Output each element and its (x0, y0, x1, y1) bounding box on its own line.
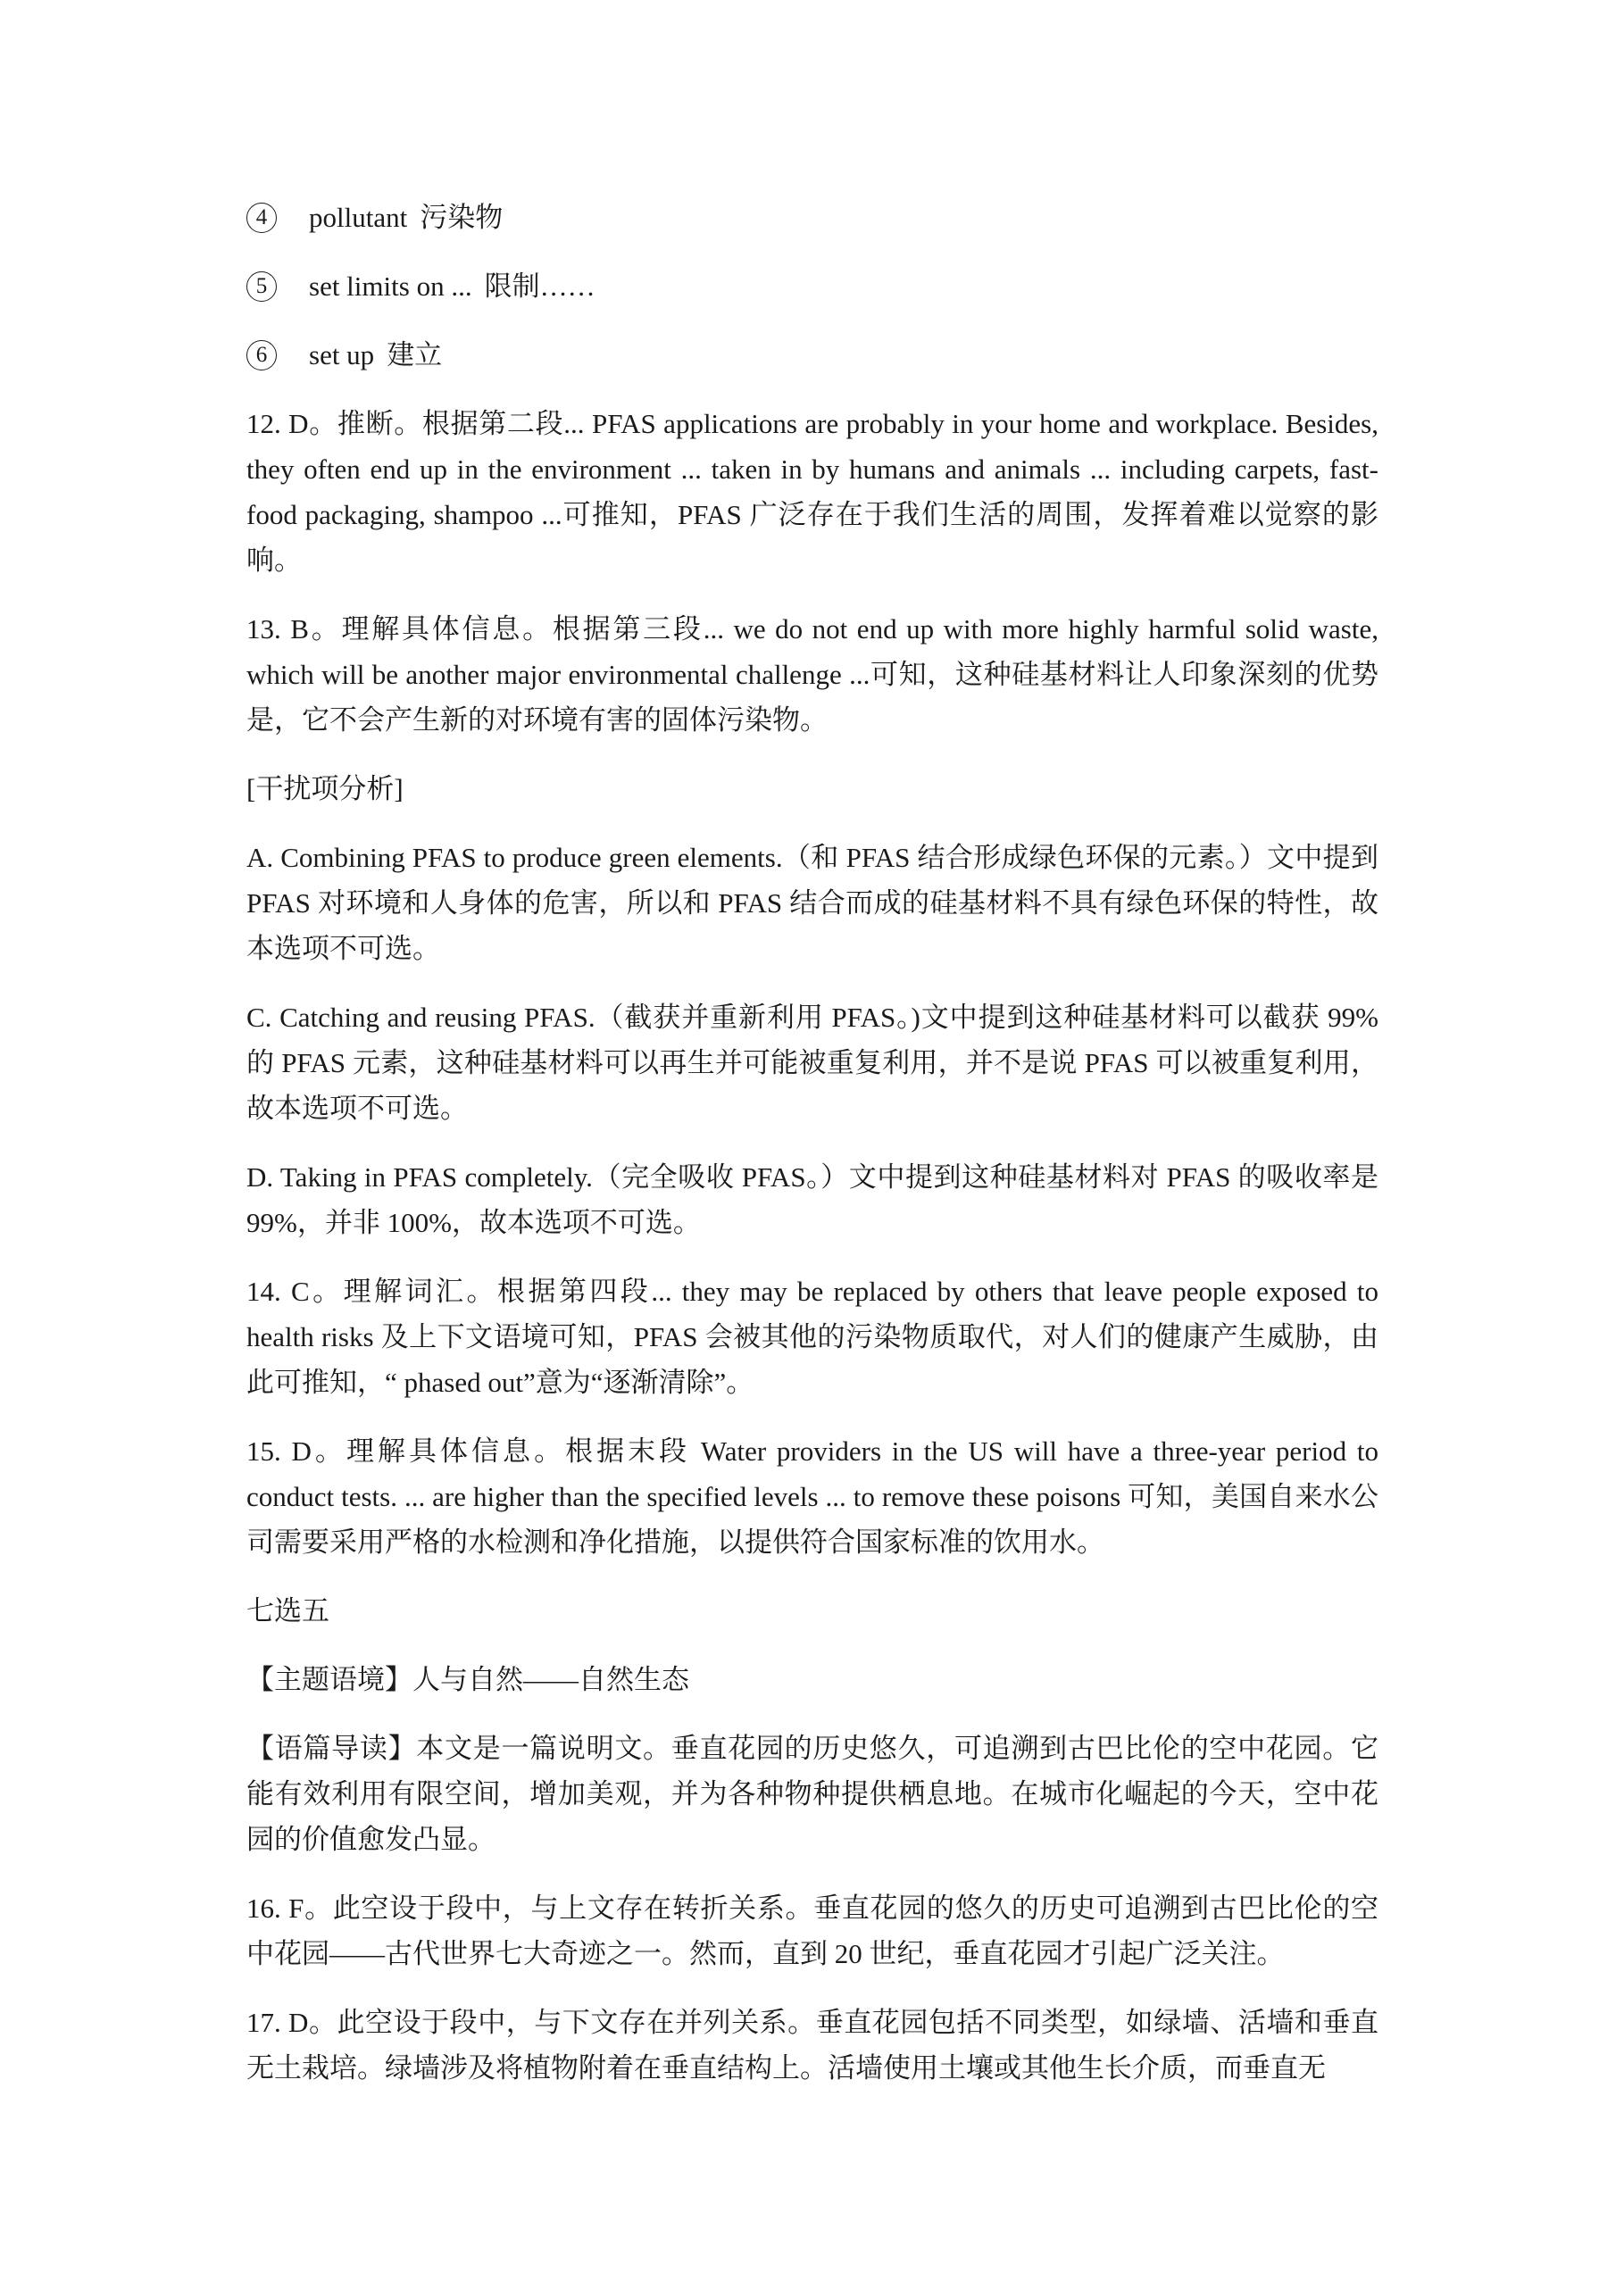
answer-17: 17. D。此空设于段中，与下文存在并列关系。垂直花园包括不同类型，如绿墙、活墙和垂直无土栽培。绿墙涉及将植物附着在垂直结构上。活墙使用土壤或其他生长介质，而垂直无 (246, 2007, 1378, 2084)
vocab-meaning: 污染物 (420, 202, 504, 233)
section-title: 七选五 (246, 1595, 329, 1626)
vocab-item (246, 263, 1378, 309)
distractor-option-d: D. Taking in PFAS completely.（完全吸收 PFAS。）文中提到这种硅基材料对 PFAS 的吸收率是 99%，并非 100%，故本选项不可选。 (246, 1161, 1378, 1238)
vocab-term: set limits on ... (309, 270, 472, 302)
vocab-item (246, 332, 1378, 378)
circled-number: 5 (246, 271, 277, 302)
circled-number: 6 (246, 340, 277, 370)
document-page (246, 195, 1378, 2114)
circled-number: 4 (246, 203, 277, 233)
answer-13: 13. B。理解具体信息。根据第三段... we do not end up with more highly harmful solid waste, which will be another major environmental challenge ...可知，这种硅基材料让人印象深刻的优势是，它不会产生新的对环境有害的固体污染物。 (246, 613, 1378, 736)
answer-14: 14. C。理解词汇。根据第四段... they may be replaced by others that leave people exposed to health risks 及上下文语境可知，PFAS 会被其他的污染物质取代，对人们的健康产生威胁，由此可推知，“ phased out”意为“逐渐清除”。 (246, 1276, 1378, 1398)
vocab-meaning: 限制…… (484, 270, 595, 302)
passage-intro: 【语篇导读】本文是一篇说明文。垂直花园的历史悠久，可追溯到古巴比伦的空中花园。它能有效利用有限空间，增加美观，并为各种物种提供栖息地。在城市化崛起的今天，空中花园的价值愈发凸显。 (246, 1733, 1378, 1855)
vocab-term: set up (309, 339, 375, 370)
distractor-option-a: A. Combining PFAS to produce green elements.（和 PFAS 结合形成绿色环保的元素。）文中提到 PFAS 对环境和人身体的危害，所以和 PFAS 结合而成的硅基材料不具有绿色环保的特性，故本选项不可选。 (246, 842, 1378, 964)
vocab-item (246, 195, 1378, 240)
distractor-heading: [干扰项分析] (246, 773, 404, 804)
answer-16: 16. F。此空设于段中，与上文存在转折关系。垂直花园的悠久的历史可追溯到古巴比伦的空中花园——古代世界七大奇迹之一。然而，直到 20 世纪，垂直花园才引起广泛关注。 (246, 1893, 1378, 1969)
vocab-term: pollutant (309, 202, 408, 233)
answer-12: 12. D。推断。根据第二段... PFAS applications are probably in your home and workplace. Besides, they often end up in the environment ... taken in by humans and animals ... including carpets, fast-food packaging, shampoo ...可推知，PFAS 广泛存在于我们生活的周围，发挥着难以觉察的影响。 (246, 408, 1378, 576)
distractor-option-c: C. Catching and reusing PFAS.（截获并重新利用 PFAS。)文中提到这种硅基材料可以截获 99% 的 PFAS 元素，这种硅基材料可以再生并可能被重复利用，并不是说 PFAS 可以被重复利用，故本选项不可选。 (246, 1002, 1378, 1124)
theme-context: 【主题语境】人与自然——自然生态 (246, 1664, 689, 1695)
vocab-meaning: 建立 (387, 339, 443, 370)
answer-15: 15. D。理解具体信息。根据末段 Water providers in the US will have a three-year period to conduct tests. ... are higher than the specified levels ... to remove these poisons 可知，美国自来水公司需要采用严格的水检测和净化措施，以提供符合国家标准的饮用水。 (246, 1435, 1378, 1558)
